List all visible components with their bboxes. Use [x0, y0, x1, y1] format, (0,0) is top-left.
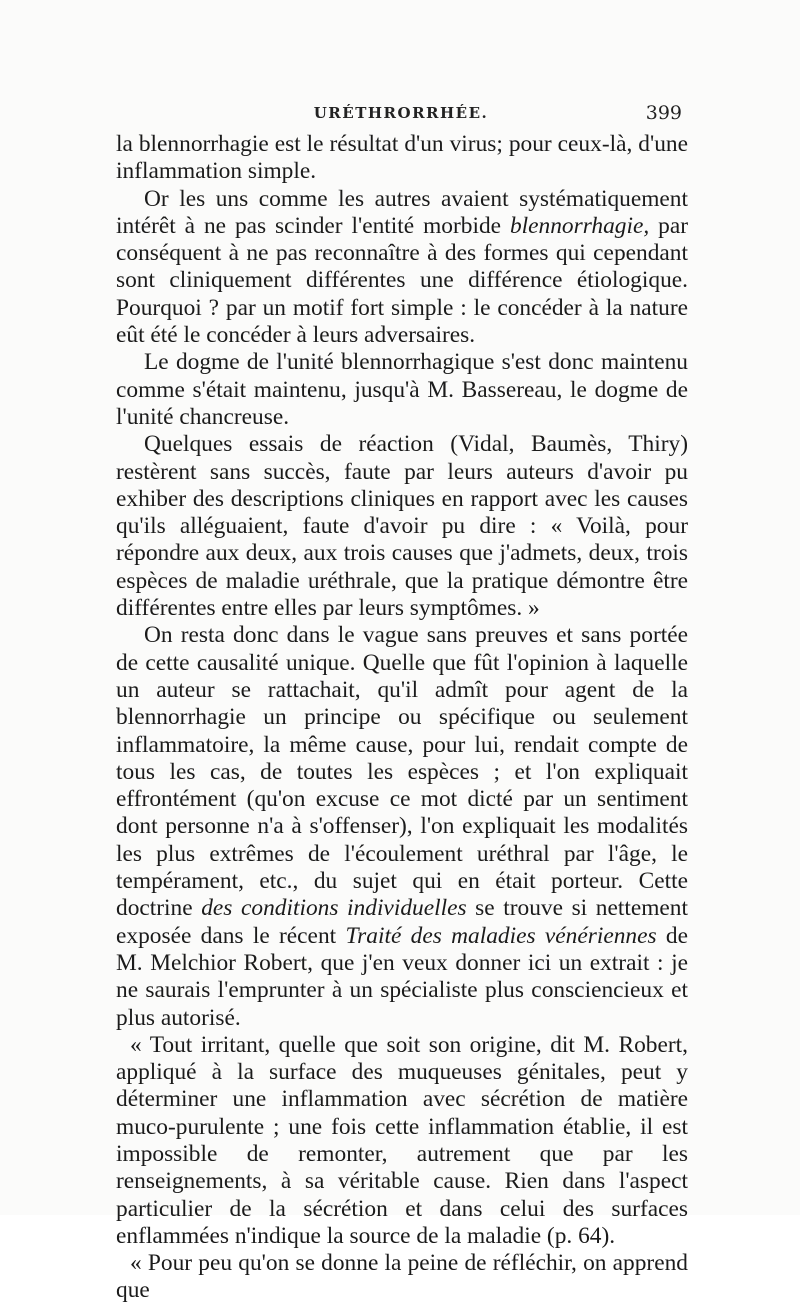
paragraph — [116, 186, 688, 350]
italic-book-title: Traité des maladies vénériennes — [345, 922, 657, 949]
quoted-paragraph — [116, 1032, 688, 1250]
body-text — [116, 131, 688, 1305]
page-number: 399 — [645, 102, 682, 124]
paragraph-continuation — [116, 131, 688, 186]
running-title: URÉTHRORRHÉE. — [313, 104, 489, 122]
paragraph-text: Le dogme de l'unité blennorrhagique s'est donc maintenu comme s'était maintenu, jusqu'à M. Bassereau, le dogme de l'unité chancreuse. — [116, 349, 688, 430]
paragraph-text: Or les uns comme les autres avaient systématiquement intérêt à ne pas scinder l'entité morbide — [116, 185, 688, 239]
paragraph-text: la blennorrhagie est le résultat d'un virus; pour ceux-là, d'une inflammation simple. — [116, 131, 688, 185]
italic-term: blennorrhagie, — [509, 212, 650, 239]
running-head — [116, 100, 686, 130]
paragraph — [116, 349, 688, 431]
italic-term: des conditions individuelles — [201, 895, 467, 922]
paragraph-text: « Tout irritant, quelle que soit son origine, dit M. Robert, appliqué à la surface des muqueuses génitales, peut y déterminer une inflammation avec sécrétion de matière muco-purulente ; une fois cette inflammation établie, il est impossible de remonter, autrement que par les renseignements, à sa véritable cause. Rien dans l'aspect particulier de la sécrétion et dans celui des surfaces enflammées n'indique la source de la maladie (p. 64). — [116, 1031, 688, 1249]
paragraph-text: « Pour peu qu'on se donne la peine de réfléchir, on apprend que — [116, 1250, 688, 1304]
paragraph-text: se trouve si nettement exposée dans le récent — [116, 895, 689, 949]
paragraph — [116, 431, 688, 622]
quoted-paragraph — [116, 1250, 688, 1305]
paragraph-text: On resta donc dans le vague sans preuves et sans portée de cette causalité unique. Quelle que fût l'opinion à laquelle un auteur se rattachait, qu'il admît pour agent de la blennorrhagie un principe ou spécifique ou seulement inflammatoire, la même cause, pour lui, rendait compte de tous les cas, de toutes les espèces ; et l'on expliquait effrontément (qu'on excuse ce mot dicté par un sentiment dont personne n'a à s'offenser), l'on expliquait les modalités les plus extrêmes de l'écoulement uréthral par l'âge, le tempérament, etc., du sujet qui en était porteur. Cette doctrine — [116, 622, 688, 922]
paragraph — [116, 622, 688, 1031]
paragraph-text: par conséquent à ne pas reconnaître à des formes qui cependant sont cliniquement différentes une différence étiologique. Pourquoi ? par un motif fort simple : le concéder à la nature eût été le concéder à leurs adversaires. — [116, 212, 688, 349]
paragraph-text: de M. Melchior Robert, que j'en veux donner ici un extrait : je ne saurais l'emprunter à un spécialiste plus consciencieux et plus autorisé. — [116, 922, 688, 1031]
paragraph-text: Quelques essais de réaction (Vidal, Baumès, Thiry) restèrent sans succès, faute par leurs auteurs d'avoir pu exhiber des descriptions cliniques en rapport avec les causes qu'ils alléguaient, faute d'avoir pu dire : « Voilà, pour répondre aux deux, aux trois causes que j'admets, deux, trois espèces de maladie uréthrale, que la pratique démontre être différentes entre elles par leurs symptômes. » — [116, 431, 688, 622]
